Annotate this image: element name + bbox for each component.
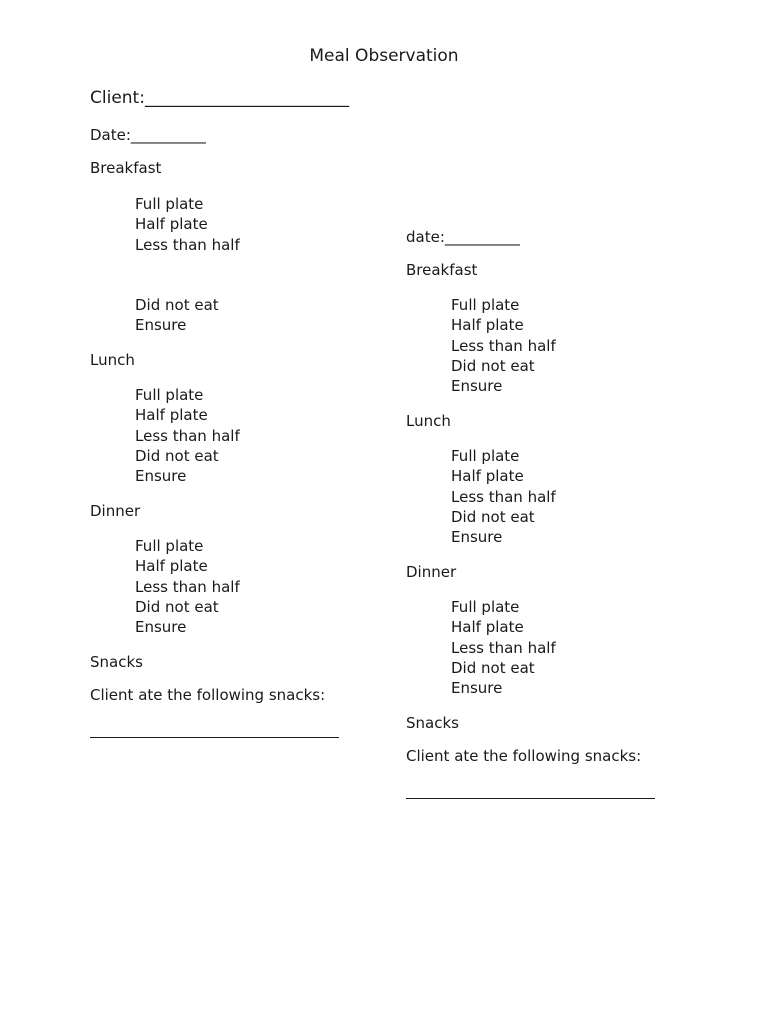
- list-item: Did not eat: [451, 507, 535, 526]
- list-item: Did not eat: [135, 296, 219, 314]
- right-snacks-heading: Snacks: [406, 714, 459, 732]
- left-date-field: Date:__________: [90, 126, 206, 144]
- list-item: Half plate: [451, 618, 524, 637]
- right-lunch-options: [451, 446, 556, 547]
- list-item: Did not eat: [135, 446, 219, 465]
- left-dinner-options: [135, 536, 240, 637]
- list-item: Half plate: [451, 467, 524, 486]
- list-item: Less than half: [451, 336, 556, 355]
- list-item: Less than half: [135, 426, 240, 445]
- list-item: Ensure: [451, 377, 503, 396]
- list-item: Ensure: [451, 528, 503, 547]
- left-snacks-prompt: Client ate the following snacks:: [90, 686, 326, 704]
- list-item: Full plate: [135, 386, 204, 404]
- page-title: Meal Observation: [309, 46, 459, 66]
- list-item: Full plate: [135, 195, 204, 213]
- left-snacks-heading: Snacks: [90, 653, 143, 671]
- left-dinner-heading: Dinner: [90, 502, 141, 520]
- list-item: Less than half: [451, 638, 556, 657]
- right-breakfast-heading: Breakfast: [406, 261, 478, 279]
- list-item: Full plate: [135, 537, 204, 555]
- list-item: Did not eat: [135, 597, 219, 616]
- left-lunch-options: [135, 385, 240, 486]
- list-item: Less than half: [135, 235, 240, 254]
- list-item: Ensure: [135, 316, 187, 335]
- right-dinner-options: [451, 597, 556, 698]
- right-dinner-heading: Dinner: [406, 563, 457, 581]
- list-item: Ensure: [135, 618, 187, 637]
- left-breakfast-heading: Breakfast: [90, 159, 162, 177]
- right-snacks-prompt: Client ate the following snacks:: [406, 747, 642, 765]
- right-snacks-blank-line: [406, 798, 655, 799]
- list-item: Did not eat: [451, 356, 535, 375]
- list-item: Half plate: [135, 557, 208, 576]
- list-item: Less than half: [135, 577, 240, 596]
- client-name-field: Client:________________________: [90, 88, 349, 108]
- list-item: Full plate: [451, 447, 520, 465]
- list-item: Ensure: [451, 679, 503, 698]
- right-lunch-heading: Lunch: [406, 412, 451, 430]
- left-lunch-heading: Lunch: [90, 351, 135, 369]
- right-date-field: date:__________: [406, 228, 520, 246]
- right-breakfast-options: [451, 295, 556, 396]
- list-item: Full plate: [451, 598, 520, 616]
- list-item: Less than half: [451, 487, 556, 506]
- left-breakfast-options-top: [135, 194, 240, 255]
- list-item: Half plate: [135, 406, 208, 425]
- list-item: Full plate: [451, 296, 520, 314]
- left-breakfast-options-bottom: [135, 295, 219, 336]
- list-item: Half plate: [451, 316, 524, 335]
- list-item: Half plate: [135, 215, 208, 234]
- list-item: Did not eat: [451, 658, 535, 677]
- left-snacks-blank-line: [90, 737, 339, 738]
- list-item: Ensure: [135, 467, 187, 486]
